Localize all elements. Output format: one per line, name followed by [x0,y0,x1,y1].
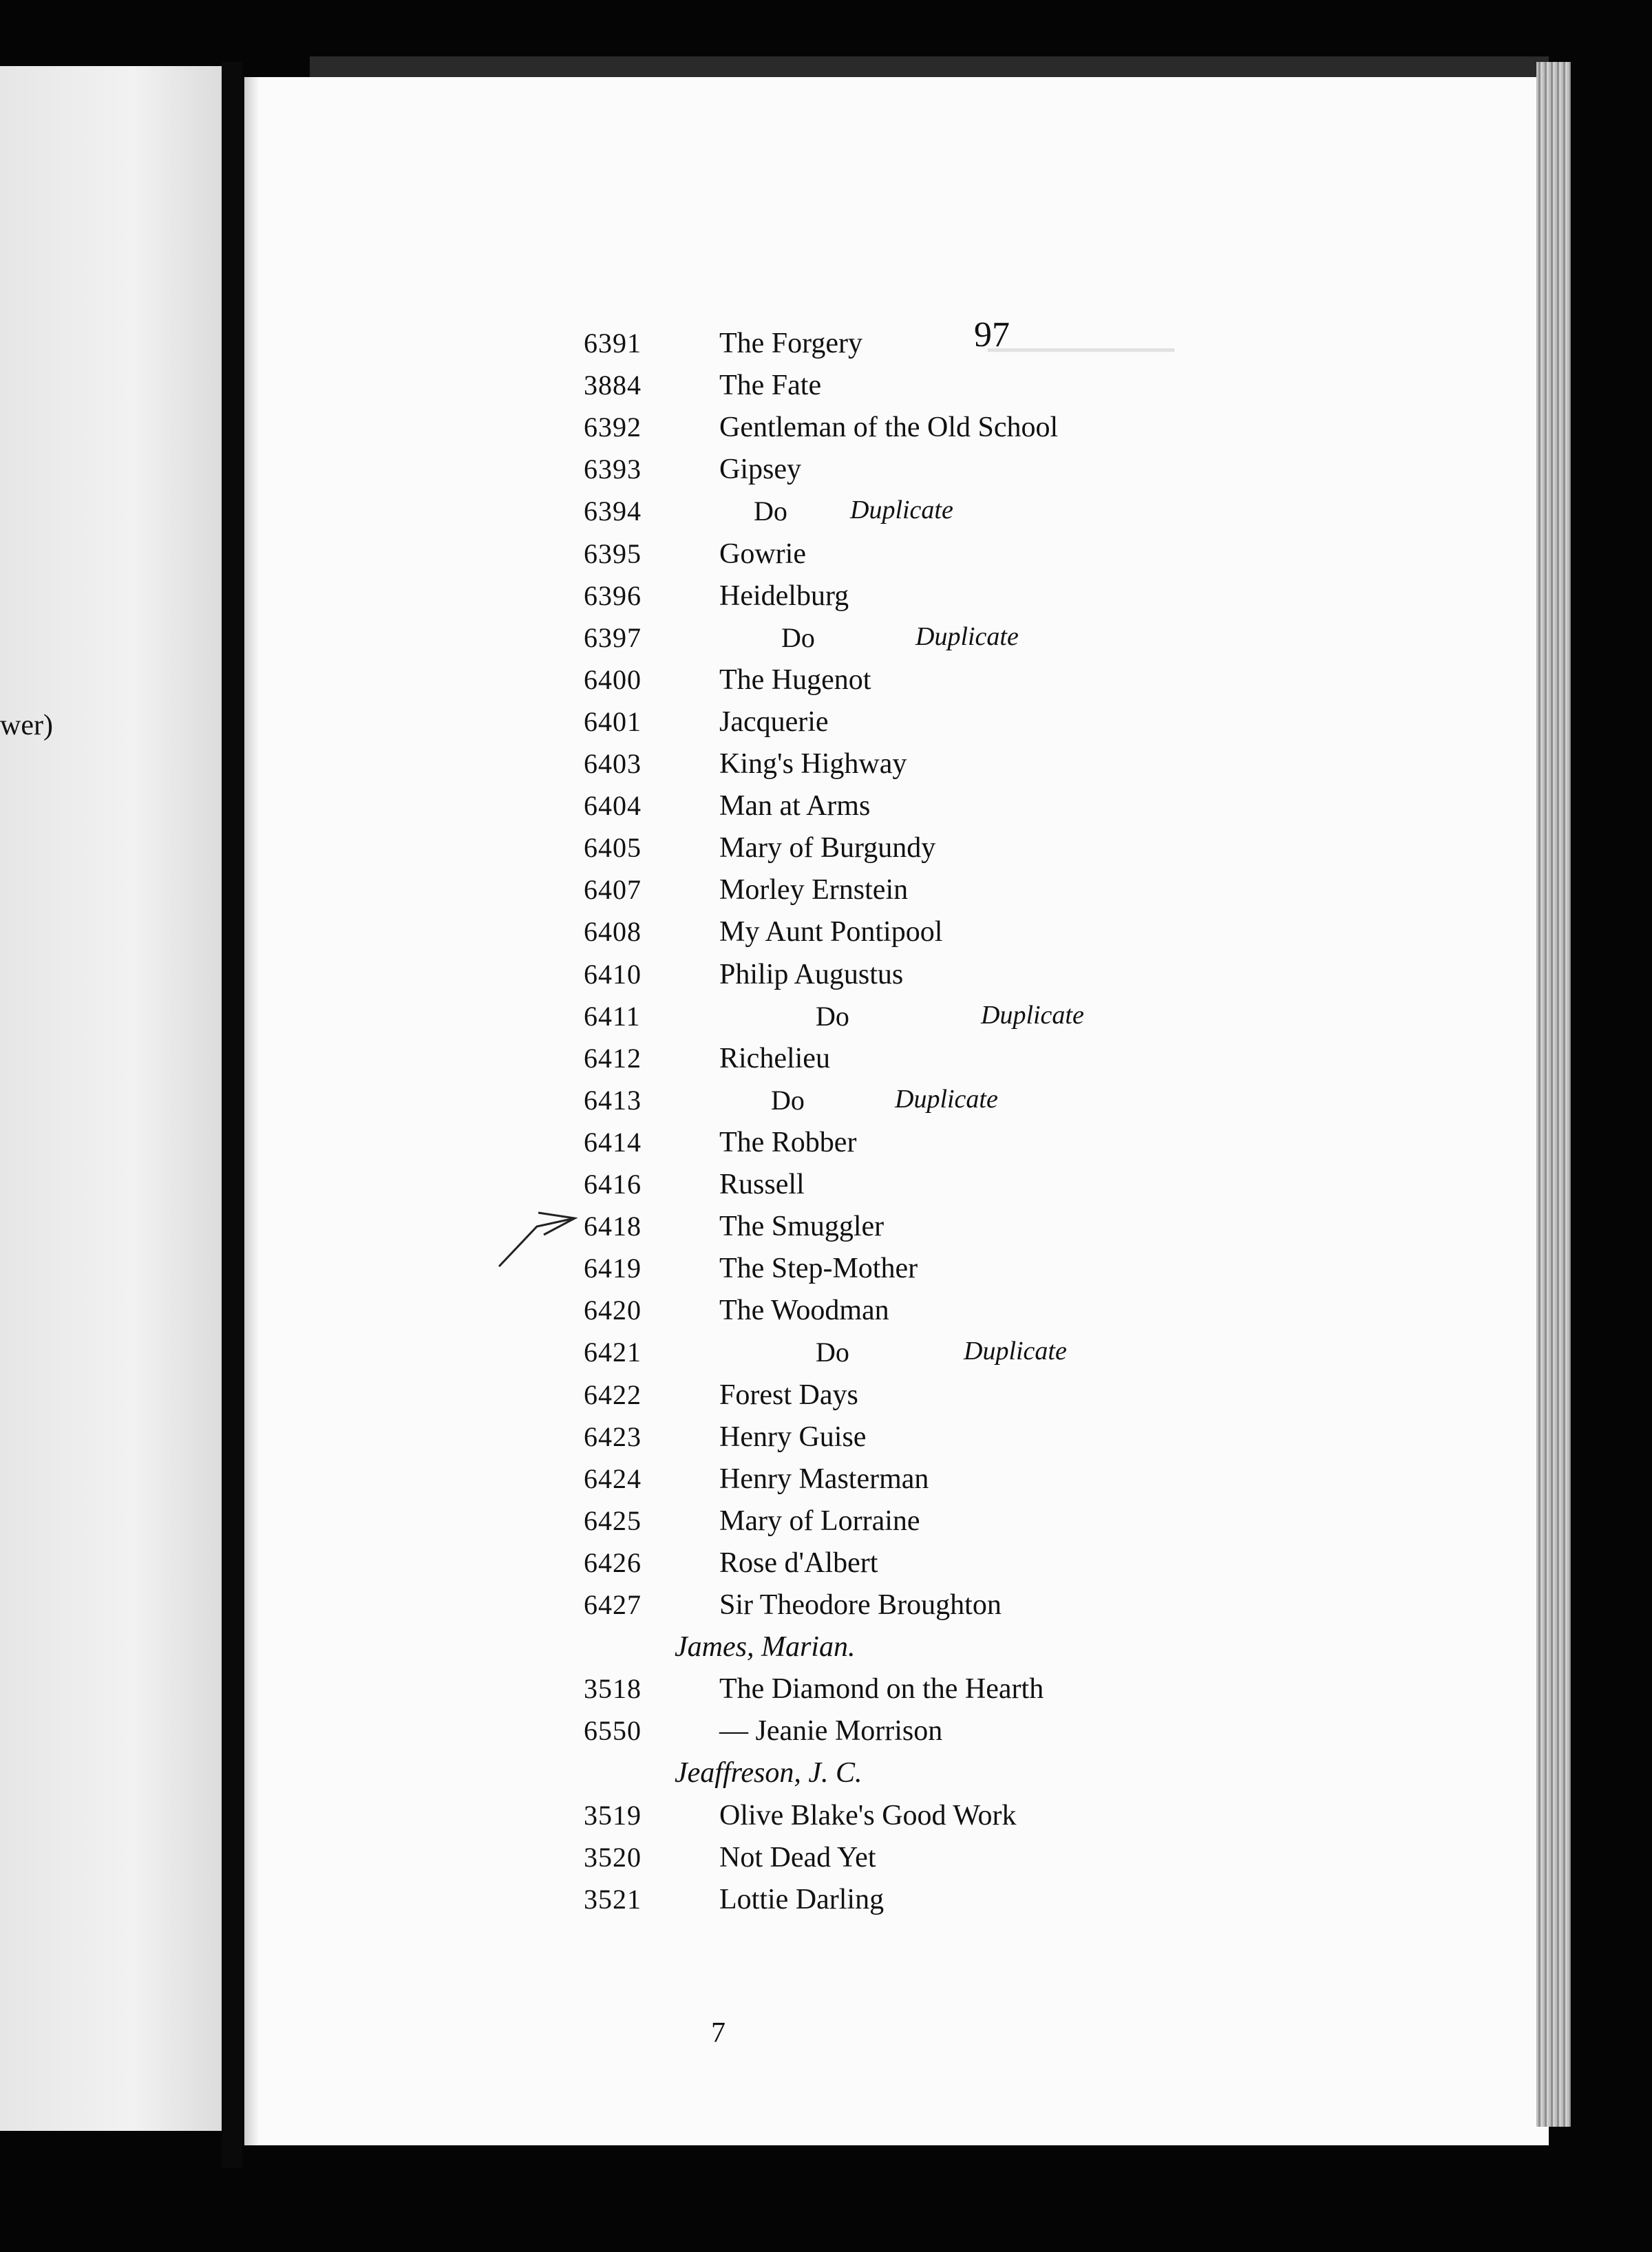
entry-number: 6397 [584,622,642,653]
entry-title: Henry Masterman [719,1463,929,1495]
entry-number: 6425 [584,1505,642,1536]
entry-title: My Aunt Pontipool [719,916,943,948]
entry-number: 6421 [584,1337,642,1368]
entry-title: The Smuggler [719,1211,885,1243]
entry-number: 6422 [584,1379,642,1410]
bleed-through: ━━━━━━━━━━━━━━━ [988,339,1174,362]
entry-number: 3520 [584,1841,642,1873]
entry-number: 6400 [584,663,642,695]
entry-title: Jacquerie [719,705,829,738]
entry-number: 3521 [584,1883,642,1915]
entry-title: Gentleman of the Old School [719,412,1059,444]
entry-title: Not Dead Yet [719,1841,876,1873]
entry-number: 6418 [584,1211,642,1242]
entry-number: 6393 [584,454,642,485]
entry-title: The Forgery [719,328,863,359]
entry-title: Man at Arms [719,790,871,822]
signature-mark: 7 [711,2017,726,2049]
ditto-mark: Do [816,1337,849,1368]
entry-title: Mary of Burgundy [719,832,936,864]
page-top-edge [310,56,1549,77]
ditto-mark: Do [816,1000,849,1032]
author-heading: Jeaffreson, J. C. [675,1757,862,1789]
left-page [0,66,222,2131]
entry-number: 6426 [584,1547,642,1578]
pencil-arrow-mark [496,1206,578,1275]
duplicate-note: Duplicate [850,496,953,525]
entry-number: 6414 [584,1126,642,1158]
entry-number: 6550 [584,1715,642,1747]
entry-number: 6392 [584,412,642,443]
entry-title: Mary of Lorraine [719,1505,920,1537]
entry-title: The Woodman [719,1295,889,1327]
entry-number: 6419 [584,1253,642,1284]
ditto-mark: Do [754,496,787,527]
duplicate-note: Duplicate [915,622,1019,651]
entry-title: The Step-Mother [719,1253,918,1285]
entry-title: Philip Augustus [719,958,904,990]
author-heading: James, Marian. [675,1631,856,1664]
entry-title: Lottie Darling [719,1883,885,1915]
entry-number: 6427 [584,1589,642,1620]
entry-number: 3518 [584,1673,642,1705]
ditto-mark: Do [771,1084,805,1116]
page-number: 97 [974,315,1010,354]
entry-number: 6411 [584,1000,641,1032]
entry-title: The Hugenot [719,663,871,696]
entry-title: Gipsey [719,454,801,486]
entry-number: 6407 [584,874,642,906]
left-page-shading [0,66,222,2131]
entry-title: Olive Blake's Good Work [719,1799,1017,1831]
entry-number: 6424 [584,1463,642,1494]
entry-number: 6403 [584,748,642,779]
entry-title: The Diamond on the Hearth [719,1673,1044,1706]
left-page-fragment: wer) [0,710,53,741]
gutter-shadow [244,77,260,2145]
duplicate-note: Duplicate [895,1084,998,1114]
entry-number: 6416 [584,1169,642,1200]
entry-number: 6391 [584,328,642,359]
entry-title: Forest Days [719,1379,858,1411]
entry-title: Henry Guise [719,1421,867,1453]
entry-number: 6394 [584,496,642,527]
entry-title: Gowrie [719,538,806,570]
entry-number: 3884 [584,370,642,401]
duplicate-note: Duplicate [964,1337,1067,1366]
entry-number: 6413 [584,1084,642,1116]
right-page [244,77,1549,2145]
entry-number: 3519 [584,1799,642,1831]
entry-title: Morley Ernstein [719,874,909,906]
entry-title: The Robber [719,1126,857,1158]
entry-title: Heidelburg [719,580,849,612]
entry-number: 6396 [584,580,642,611]
entry-number: 6401 [584,705,642,737]
ditto-mark: Do [781,622,815,653]
entry-number: 6420 [584,1295,642,1326]
entry-title: Sir Theodore Broughton [719,1589,1002,1621]
entry-title: The Fate [719,370,822,402]
entry-title: Richelieu [719,1042,830,1074]
entry-number: 6395 [584,538,642,569]
duplicate-note: Duplicate [981,1000,1084,1030]
entry-number: 6423 [584,1421,642,1452]
entry-number: 6408 [584,916,642,948]
entry-title: Rose d'Albert [719,1547,878,1579]
entry-number: 6404 [584,790,642,822]
entry-number: 6412 [584,1042,642,1074]
entry-title: — Jeanie Morrison [719,1715,943,1748]
book-gutter [222,62,242,2168]
entry-number: 6410 [584,958,642,990]
entry-title: King's Highway [719,748,907,780]
page-fore-edge [1536,62,1571,2127]
entry-title: Russell [719,1169,805,1200]
entry-number: 6405 [584,832,642,864]
